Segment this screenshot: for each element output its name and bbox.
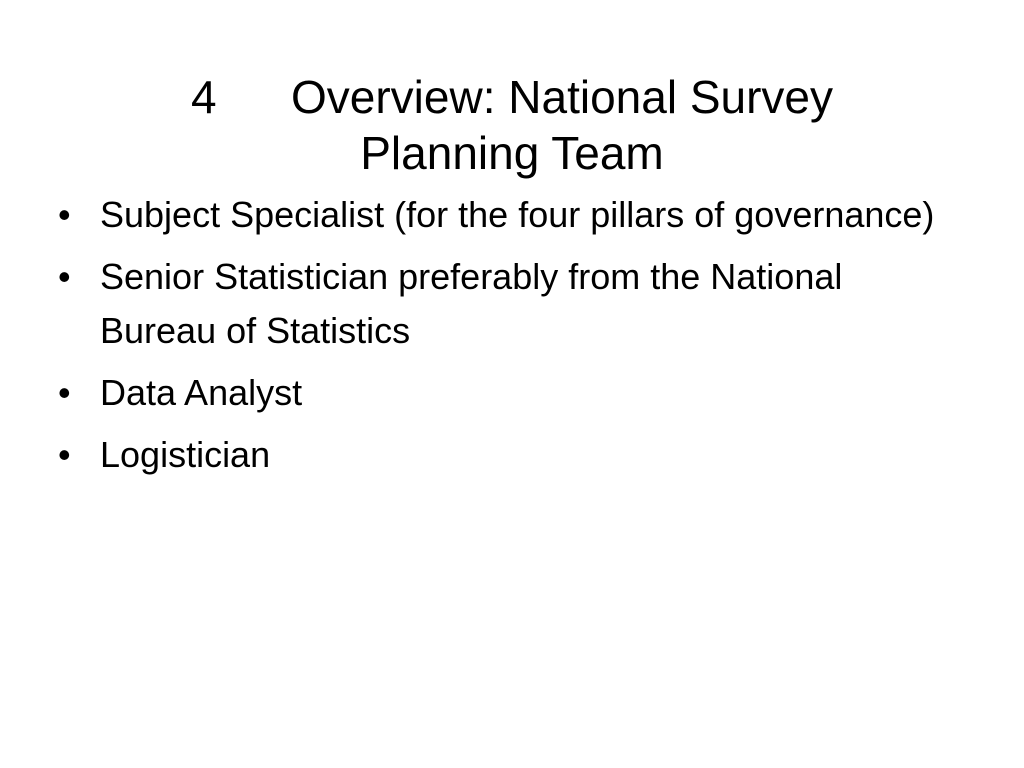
bullet-item — [58, 188, 958, 242]
bullet-text: Logistician — [100, 434, 271, 475]
slide-title — [60, 69, 964, 181]
bullet-icon: • — [58, 434, 71, 475]
bullet-item — [58, 366, 958, 420]
slide-title-text-1: Overview: National Survey — [291, 70, 833, 123]
bullet-icon: • — [58, 372, 71, 413]
bullet-text: Data Analyst — [100, 372, 303, 413]
slide-number: 4 — [191, 70, 217, 123]
bullet-item — [58, 428, 958, 482]
bullet-text: Senior Statistician preferably from the National Bureau of Statistics — [100, 256, 843, 351]
bullet-icon: • — [58, 194, 71, 235]
slide-title-line-1 — [60, 69, 964, 125]
bullet-item — [58, 250, 958, 358]
slide-title-line-2: Planning Team — [360, 126, 664, 179]
bullet-text: Subject Specialist (for the four pillars of governance) — [100, 194, 935, 235]
bullet-list — [58, 188, 958, 490]
bullet-icon: • — [58, 256, 71, 297]
